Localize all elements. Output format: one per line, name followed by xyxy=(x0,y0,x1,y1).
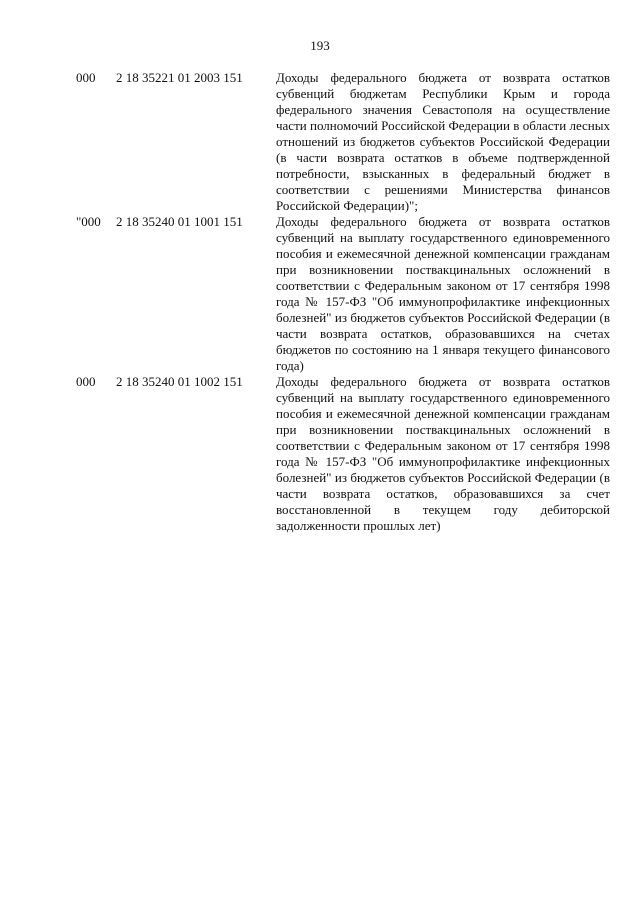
table-row xyxy=(0,70,640,214)
table-row xyxy=(0,214,640,374)
income-description: Доходы федерального бюджета от возврата остатков субвенций бюджетам Республики Крым и города федерального значения Севастополя на осуществление части полномочий Российской Федерации в области лесных отношений из бюджетов субъектов Российской Федерации (в части возврата остатков в объеме подтвержденной потребности, взысканных в федеральный бюджет в соответствии с решениями Министерства финансов Российской Федерации)"; xyxy=(276,70,610,213)
budget-classification-code: 2 18 35240 01 1001 151 xyxy=(116,214,243,229)
budget-classification-code: 2 18 35221 01 2003 151 xyxy=(116,70,243,85)
classification-table xyxy=(0,70,640,534)
income-description: Доходы федерального бюджета от возврата остатков субвенций на выплату государственного единовременного пособия и ежемесячной денежной компенсации гражданам при возникновении поствакцинальных осложнений в соответствии с Федеральным законом от 17 сентября 1998 года № 157-ФЗ "Об иммунопрофилактике инфекционных болезней" из бюджетов субъектов Российской Федерации (в части возврата остатков, образовавшихся на счетах бюджетов по состоянию на 1 января текущего финансового года) xyxy=(276,214,610,373)
admin-code: 000 xyxy=(76,70,96,85)
table-row xyxy=(0,374,640,534)
admin-code: "000 xyxy=(76,214,101,229)
admin-code: 000 xyxy=(76,374,96,389)
income-description: Доходы федерального бюджета от возврата остатков субвенций на выплату государственного единовременного пособия и ежемесячной денежной компенсации гражданам при возникновении поствакцинальных осложнений в соответствии с Федеральным законом от 17 сентября 1998 года № 157-ФЗ "Об иммунопрофилактике инфекционных болезней" из бюджетов субъектов Российской Федерации (в части возврата остатков, образовавшихся за счет восстановленной в текущем году дебиторской задолженности прошлых лет) xyxy=(276,374,610,533)
budget-classification-code: 2 18 35240 01 1002 151 xyxy=(116,374,243,389)
page-number: 193 xyxy=(310,38,330,53)
